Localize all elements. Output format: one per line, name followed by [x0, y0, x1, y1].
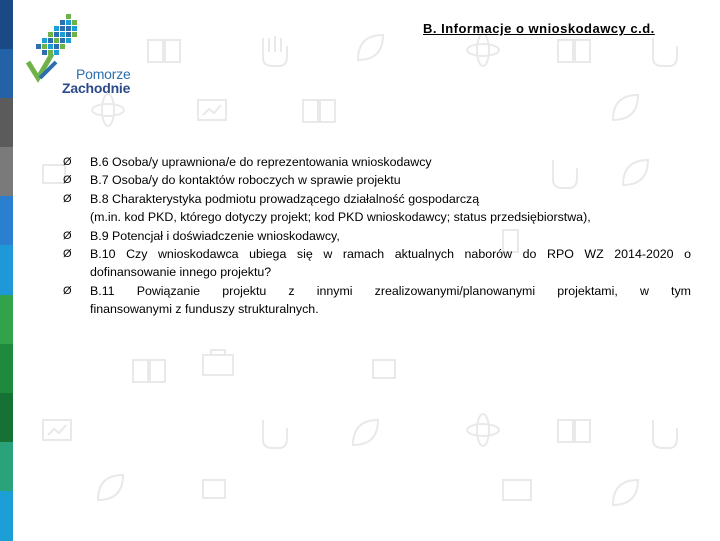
- page-title: B. Informacje o wnioskodawcy c.d.: [423, 21, 655, 36]
- color-strip-segment: [0, 393, 13, 443]
- leaf-icon: [98, 475, 123, 500]
- atom-icon: [467, 414, 499, 446]
- color-strip-segment: [0, 147, 13, 197]
- chart-board-icon: [503, 480, 531, 500]
- arrow-bullet-icon: Ø: [63, 248, 72, 261]
- section-list: [63, 153, 691, 319]
- book-icon: [558, 420, 590, 442]
- leaf-icon: [613, 480, 638, 505]
- brand-color-strip: [0, 0, 13, 540]
- color-strip-segment: [0, 98, 13, 148]
- arrow-bullet-icon: Ø: [63, 174, 72, 187]
- logo-mark-icon: [28, 14, 77, 78]
- list-item-text: B.11 Powiązanie projektu z innymi zrealizowanymi/planowanymi projektami, w tym: [90, 283, 691, 298]
- list-item: [63, 153, 691, 171]
- hand-icon: [263, 36, 287, 66]
- color-strip-segment: [0, 0, 13, 50]
- color-strip-segment: [0, 491, 13, 541]
- color-strip-segment: [0, 49, 13, 99]
- arrow-bullet-icon: Ø: [63, 284, 72, 297]
- list-item-text: B.9 Potencjał i doświadczenie wnioskodawcy,: [90, 228, 340, 243]
- book-icon: [148, 40, 180, 62]
- arrow-bullet-icon: Ø: [63, 229, 72, 242]
- leaf-icon: [613, 95, 638, 120]
- list-item: [63, 227, 691, 245]
- arrow-bullet-icon: Ø: [63, 156, 72, 168]
- list-item: [63, 282, 691, 319]
- book-icon: [133, 360, 165, 382]
- hand-icon: [263, 420, 287, 448]
- leaf-icon: [353, 420, 378, 445]
- color-strip-segment: [0, 344, 13, 394]
- list-item-text: B.10 Czy wnioskodawca ubiega się w ramach aktualnych naborów do RPO WZ 2014-2020 o: [90, 247, 691, 262]
- list-item-text: B.6 Osoba/y uprawniona/e do reprezentowania wnioskodawcy: [90, 155, 432, 169]
- list-item-text: B.8 Charakterystyka podmiotu prowadzącego działalność gospodarczą: [90, 191, 480, 206]
- monitor-icon: [373, 360, 395, 378]
- color-strip-segment: [0, 245, 13, 295]
- chart-board-icon: [43, 420, 71, 440]
- hand-icon: [653, 38, 677, 66]
- list-item-text-continued: finansowanymi z funduszy strukturalnych.: [90, 302, 319, 317]
- color-strip-segment: [0, 442, 13, 492]
- monitor-icon: [43, 165, 65, 183]
- list-item-text: B.7 Osoba/y do kontaktów roboczych w sprawie projektu: [90, 173, 401, 188]
- list-item: [63, 245, 691, 282]
- briefcase-icon: [203, 350, 233, 375]
- arrow-bullet-icon: Ø: [63, 192, 72, 205]
- color-strip-segment: [0, 295, 13, 345]
- list-item: [63, 171, 691, 189]
- leaf-icon: [358, 35, 383, 60]
- book-icon: [558, 40, 590, 62]
- logo-text-pomorze: Pomorze: [76, 66, 131, 82]
- color-strip-segment: [0, 196, 13, 246]
- atom-icon: [467, 34, 499, 66]
- book-icon: [303, 100, 335, 122]
- list-item-text-continued: dofinansowanie innego projektu?: [90, 265, 272, 280]
- chart-board-icon: [198, 100, 226, 120]
- hand-icon: [653, 420, 677, 448]
- list-item: [63, 190, 691, 227]
- logo-text-zachodnie: Zachodnie: [62, 80, 131, 96]
- monitor-icon: [203, 480, 225, 498]
- list-item-text-continued: (m.in. kod PKD, którego dotyczy projekt; kod PKD wnioskodawcy; status przedsiębiorstwa),: [90, 210, 591, 225]
